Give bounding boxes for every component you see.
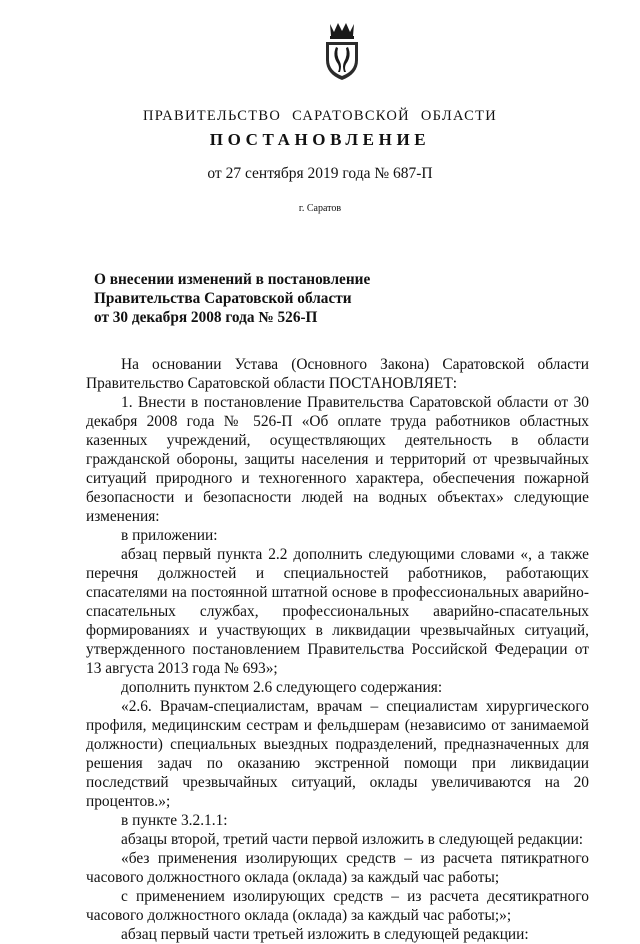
title-line: Правительства Саратовской области	[94, 290, 352, 307]
body-paragraph: «2.6. Врачам-специалистам, врачам – специалистам хирургического профиля, медицинским сестрам и фельдшерам (независимо от занимаемой должности) специальных выездных подразделений, предназначенных для решения задач по оказанию экстренной помощи при ликвидации последствий чрезвычайных ситуаций, оклады увеличиваются на 20 процентов.»;	[86, 698, 589, 810]
document-title	[94, 270, 514, 327]
document-date-number: от 27 сентября 2019 года № 687-П	[207, 165, 433, 182]
title-line: от 30 декабря 2008 года № 526-П	[94, 309, 318, 326]
body-paragraph: в пункте 3.2.1.1:	[121, 812, 228, 829]
coat-of-arms-icon	[322, 20, 362, 82]
government-name: ПРАВИТЕЛЬСТВО САРАТОВСКОЙ ОБЛАСТИ	[142, 108, 498, 124]
title-line: О внесении изменений в постановление	[94, 271, 371, 288]
body-paragraph: в приложении:	[121, 527, 218, 544]
body-paragraph: «без применения изолирующих средств – из расчета пятикратного часового должностного оклада (оклада) за каждый час работы;	[86, 850, 589, 886]
document-body	[86, 355, 589, 944]
body-paragraph: с применением изолирующих средств – из расчета десятикратного часового должностного оклада (оклада) за каждый час работы;»;	[86, 888, 589, 924]
body-paragraph: 1. Внести в постановление Правительства Саратовской области от 30 декабря 2008 года № 526-П «Об оплате труда работников областных казенных учреждений, осуществляющих деятельность в области гражданской обороны, защиты населения и территорий от чрезвычайных ситуаций природного и техногенного характера, обеспечения пожарной безопасности и безопасности людей на водных объектах» следующие изменения:	[86, 394, 589, 525]
body-paragraph: На основании Устава (Основного Закона) Саратовской области Правительство Саратовской области ПОСТАНОВЛЯЕТ:	[86, 356, 589, 392]
body-paragraph: дополнить пунктом 2.6 следующего содержания:	[121, 679, 443, 696]
document-type: ПОСТАНОВЛЕНИЕ	[209, 130, 431, 149]
body-paragraph: абзац первый части третьей изложить в следующей редакции:	[121, 926, 529, 943]
body-paragraph: абзац первый пункта 2.2 дополнить следующими словами «, а также перечня должностей и специальностей работников, работающих спасателями на постоянной штатной основе в профессиональных аварийно-спасательных службах, профессиональных аварийно-спасательных формированиях и участвующих в ликвидации чрезвычайных ситуаций, утвержденного постановлением Правительства Российской Федерации от 13 августа 2013 года № 693»;	[86, 546, 589, 677]
body-paragraph: абзацы второй, третий части первой изложить в следующей редакции:	[121, 831, 584, 848]
document-city: г. Саратов	[298, 203, 342, 214]
